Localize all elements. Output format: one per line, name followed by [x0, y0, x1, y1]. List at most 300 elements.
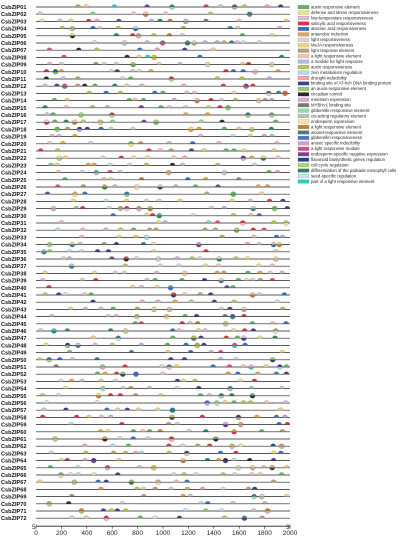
cis-element-mark — [222, 127, 227, 129]
axis-tick-label: 200 — [55, 530, 67, 538]
cis-element-mark — [280, 199, 285, 201]
cis-element-mark — [271, 149, 276, 151]
cis-element-mark — [164, 317, 169, 319]
cis-element-mark — [217, 257, 222, 259]
legend-entry: seed-specific regulation — [311, 173, 357, 179]
cis-element-mark — [205, 113, 210, 115]
cis-element-mark — [274, 415, 279, 417]
cis-element-mark — [79, 379, 84, 381]
legend-swatch — [298, 109, 309, 113]
cis-element-mark — [82, 293, 87, 295]
cis-element-mark — [75, 465, 80, 467]
cis-element-mark — [280, 307, 285, 309]
cis-element-mark — [202, 228, 207, 230]
cis-element-mark — [266, 93, 271, 95]
cis-element-mark — [133, 29, 138, 31]
cis-element-mark — [269, 113, 274, 115]
cis-element-mark — [47, 504, 52, 506]
cis-element-mark — [160, 372, 165, 374]
cis-element-mark — [40, 278, 45, 280]
cis-element-mark — [221, 84, 226, 86]
cis-element-mark — [192, 43, 197, 45]
cis-element-mark — [215, 77, 220, 79]
cis-element-mark — [176, 329, 181, 331]
cis-element-mark — [150, 213, 155, 215]
cis-element-mark — [42, 271, 47, 273]
legend-swatch — [298, 22, 309, 26]
cis-element-mark — [70, 357, 75, 359]
cis-element-mark — [104, 480, 109, 482]
axis-tick-label: 0 — [34, 530, 38, 538]
cis-element-mark — [141, 242, 146, 244]
cis-element-mark — [166, 141, 171, 143]
cis-element-mark — [158, 429, 163, 431]
cis-element-mark — [197, 257, 202, 259]
cis-element-mark — [217, 105, 222, 107]
cis-element-mark — [273, 257, 278, 259]
cis-element-mark — [181, 494, 186, 496]
cis-element-mark — [72, 480, 77, 482]
cis-element-mark — [261, 158, 266, 160]
cis-element-mark — [198, 501, 203, 503]
gene-label: CsbZIP02 — [1, 12, 27, 19]
cis-element-mark — [242, 516, 247, 518]
legend-entry: an auxin-responsive element — [311, 86, 366, 92]
cis-element-mark — [80, 170, 85, 172]
cis-element-mark — [141, 98, 146, 100]
legend-swatch — [298, 27, 309, 31]
cis-element-mark — [169, 487, 174, 489]
cis-element-mark — [271, 221, 276, 223]
cis-element-mark — [180, 321, 185, 323]
cis-element-mark — [167, 367, 172, 369]
cis-element-mark — [258, 278, 263, 280]
cis-element-mark — [69, 494, 74, 496]
legend-swatch — [298, 163, 309, 167]
cis-element-mark — [231, 213, 236, 215]
cis-element-mark — [230, 314, 235, 316]
cis-element-mark — [203, 19, 208, 21]
cis-element-mark — [227, 307, 232, 309]
cis-element-mark — [114, 33, 119, 35]
cis-element-mark — [43, 293, 48, 295]
gene-label: CsbZIP39 — [1, 278, 27, 285]
gene-label: CsbZIP24 — [1, 170, 27, 177]
cis-element-mark — [260, 516, 265, 518]
cis-element-mark — [182, 357, 187, 359]
cis-element-mark — [79, 511, 84, 513]
cis-element-mark — [252, 487, 257, 489]
cis-element-mark — [269, 62, 274, 64]
cis-element-mark — [203, 41, 208, 43]
cis-element-mark — [208, 98, 213, 100]
gene-label: CsbZIP66 — [1, 473, 27, 479]
cis-element-mark — [167, 33, 172, 35]
cis-element-mark — [128, 77, 133, 79]
cis-element-mark — [137, 465, 142, 467]
cis-element-mark — [40, 415, 45, 417]
cis-element-mark — [144, 163, 149, 165]
cis-element-mark — [100, 367, 105, 369]
cis-element-mark — [70, 242, 75, 244]
cis-element-mark — [163, 221, 168, 223]
cis-element-mark — [95, 401, 100, 403]
cis-element-mark — [124, 199, 129, 201]
cis-element-mark — [143, 12, 148, 14]
cis-element-mark — [169, 415, 174, 417]
cis-element-mark — [188, 129, 193, 131]
cis-element-mark — [215, 221, 220, 223]
cis-element-mark — [253, 69, 258, 71]
cis-element-mark — [144, 199, 149, 201]
cis-element-mark — [166, 170, 171, 172]
cis-element-mark — [100, 386, 105, 388]
cis-element-mark — [243, 86, 248, 88]
cis-element-mark — [235, 26, 240, 28]
cis-element-mark — [74, 415, 79, 417]
cis-element-mark — [141, 120, 146, 122]
cis-element-mark — [123, 331, 128, 333]
legend-entry: MYBHv1 binding site — [311, 102, 351, 108]
legend-entry: meristem expression — [311, 97, 351, 103]
five-prime-end-label: 5' — [32, 524, 37, 532]
cis-element-mark — [168, 285, 173, 287]
cis-element-mark — [151, 468, 156, 470]
cis-element-mark — [219, 509, 224, 511]
cis-element-mark — [205, 65, 210, 67]
cis-element-mark — [222, 206, 227, 208]
cis-element-mark — [68, 19, 73, 21]
cis-element-mark — [59, 62, 64, 64]
cis-element-mark — [92, 343, 97, 345]
cis-element-mark — [109, 115, 114, 117]
cis-element-mark — [235, 41, 240, 43]
axis-tick-label: 800 — [132, 530, 144, 538]
cis-element-mark — [221, 41, 226, 43]
cis-element-mark — [231, 300, 236, 302]
legend-entry: abscisic acid responsiveness — [311, 26, 367, 32]
gene-label: CsbZIP47 — [1, 336, 27, 343]
cis-element-mark — [116, 338, 121, 340]
cis-element-mark — [171, 293, 176, 295]
cis-element-mark — [170, 336, 175, 338]
cis-element-mark — [101, 177, 106, 179]
cis-element-mark — [120, 501, 125, 503]
axis-tick-label: 1200 — [181, 530, 196, 538]
cis-element-mark — [224, 149, 229, 151]
cis-element-mark — [152, 91, 157, 93]
cis-element-mark — [224, 285, 229, 287]
cis-element-mark — [230, 285, 235, 287]
cis-element-mark — [259, 494, 264, 496]
cis-element-mark — [277, 26, 282, 28]
cis-element-mark — [83, 307, 88, 309]
cis-element-mark — [112, 84, 117, 86]
cis-element-mark — [219, 235, 224, 237]
cis-element-mark — [248, 199, 253, 201]
cis-element-mark — [54, 163, 59, 165]
gene-label: CsbZIP61 — [1, 437, 27, 443]
cis-element-mark — [273, 331, 278, 333]
cis-element-mark — [145, 156, 150, 158]
legend-entry: anoxic specific inducibility — [311, 140, 360, 146]
cis-element-mark — [228, 389, 233, 391]
cis-element-mark — [211, 48, 216, 50]
cis-element-mark — [139, 321, 144, 323]
cis-element-mark — [252, 497, 257, 499]
cis-element-mark — [129, 480, 134, 482]
cis-element-mark — [168, 357, 173, 359]
cis-element-mark — [276, 91, 281, 93]
cis-element-mark — [251, 235, 256, 237]
cis-element-mark — [47, 357, 52, 359]
cis-element-mark — [77, 127, 82, 129]
cis-element-mark — [232, 345, 237, 347]
legend-swatch — [298, 38, 309, 42]
cis-element-mark — [156, 482, 161, 484]
cis-element-mark — [270, 264, 275, 266]
gene-label: CsbZIP58 — [1, 415, 27, 422]
cis-element-mark — [92, 271, 97, 273]
cis-element-mark — [72, 192, 77, 194]
cis-element-mark — [114, 314, 119, 316]
cis-element-mark — [172, 98, 177, 100]
cis-element-mark — [256, 98, 261, 100]
cis-element-mark — [222, 401, 227, 403]
cis-element-mark — [163, 12, 168, 14]
cis-element-mark — [98, 120, 103, 122]
legend-swatch — [298, 60, 309, 64]
cis-element-mark — [139, 84, 144, 86]
cis-element-mark — [41, 252, 46, 254]
cis-element-mark — [97, 26, 102, 28]
axis-tick-label: 1400 — [206, 530, 222, 538]
cis-element-mark — [118, 91, 123, 93]
cis-element-mark — [101, 62, 106, 64]
cis-element-mark — [55, 127, 60, 129]
cis-element-mark — [70, 26, 75, 28]
cis-element-mark — [205, 403, 210, 405]
gene-label: CsbZIP05 — [1, 33, 27, 40]
cis-element-mark — [215, 163, 220, 165]
cis-element-mark — [174, 480, 179, 482]
cis-element-mark — [191, 338, 196, 340]
cis-element-mark — [273, 120, 278, 122]
cis-element-mark — [59, 69, 64, 71]
cis-element-mark — [231, 401, 236, 403]
cis-element-mark — [67, 249, 72, 251]
cis-element-mark — [44, 122, 49, 124]
legend-entry: differentiation of the palisade mesophyll cells — [311, 167, 397, 173]
cis-element-mark — [47, 242, 52, 244]
cis-element-mark — [265, 511, 270, 513]
legend-swatch — [298, 33, 309, 37]
cis-element-mark — [164, 314, 169, 316]
cis-element-mark — [248, 134, 253, 136]
cis-element-mark — [49, 134, 54, 136]
cis-element-mark — [242, 518, 247, 520]
cis-element-mark — [131, 228, 136, 230]
cis-element-mark — [51, 209, 56, 211]
gene-label: CsbZIP11 — [1, 77, 27, 83]
cis-element-mark — [219, 278, 224, 280]
legend-swatch — [298, 152, 309, 156]
cis-element-mark — [70, 245, 75, 247]
cis-element-mark — [284, 365, 289, 367]
cis-element-mark — [219, 98, 224, 100]
cis-element-mark — [71, 199, 76, 201]
cis-element-mark — [250, 295, 255, 297]
cis-element-mark — [258, 473, 263, 475]
cis-element-mark — [280, 429, 285, 431]
gene-label: CsbZIP54 — [1, 386, 27, 393]
cis-element-mark — [218, 350, 223, 352]
cis-element-mark — [155, 48, 160, 50]
cis-element-mark — [168, 288, 173, 290]
cis-element-mark — [184, 480, 189, 482]
cis-element-mark — [93, 62, 98, 64]
cis-element-mark — [139, 177, 144, 179]
cis-element-mark — [187, 494, 192, 496]
cis-element-mark — [47, 249, 52, 251]
cis-element-mark — [154, 120, 159, 122]
cis-element-mark — [223, 458, 228, 460]
cis-element-mark — [88, 141, 93, 143]
cis-element-mark — [169, 7, 174, 9]
cis-element-mark — [181, 379, 186, 381]
cis-element-mark — [275, 170, 280, 172]
cis-element-mark — [223, 461, 228, 463]
cis-element-mark — [277, 365, 282, 367]
cis-element-mark — [232, 7, 237, 9]
cis-element-mark — [120, 374, 125, 376]
gene-label: CsbZIP19 — [1, 134, 27, 141]
cis-element-mark — [96, 393, 101, 395]
cis-element-mark — [131, 437, 136, 439]
cis-element-mark — [194, 101, 199, 103]
cis-element-mark — [250, 321, 255, 323]
cis-element-mark — [213, 439, 218, 441]
cis-element-mark — [124, 55, 129, 57]
cis-element-mark — [266, 91, 271, 93]
cis-element-mark — [75, 345, 80, 347]
cis-element-mark — [259, 429, 264, 431]
cis-element-mark — [81, 185, 86, 187]
cis-element-mark — [148, 209, 153, 211]
cis-element-mark — [134, 257, 139, 259]
gene-label: CsbZIP55 — [1, 393, 27, 400]
cis-element-mark — [108, 127, 113, 129]
cis-element-mark — [55, 228, 60, 230]
cis-element-mark — [184, 91, 189, 93]
cis-element-mark — [249, 129, 254, 131]
cis-element-mark — [209, 350, 214, 352]
cis-element-mark — [104, 408, 109, 410]
cis-element-mark — [110, 343, 115, 345]
gene-label: CsbZIP26 — [1, 185, 27, 191]
cis-element-mark — [66, 501, 71, 503]
cis-element-mark — [65, 127, 70, 129]
cis-element-mark — [69, 264, 74, 266]
legend-entry: light responsiveness — [311, 37, 350, 43]
cis-element-mark — [241, 336, 246, 338]
cis-element-mark — [41, 408, 46, 410]
cis-element-mark — [183, 509, 188, 511]
cis-element-mark — [198, 336, 203, 338]
cis-element-mark — [57, 156, 62, 158]
cis-element-mark — [185, 177, 190, 179]
cis-element-mark — [61, 77, 66, 79]
cis-element-mark — [124, 192, 129, 194]
cis-element-mark — [158, 264, 163, 266]
cis-element-mark — [105, 105, 110, 107]
cis-element-mark — [223, 425, 228, 427]
cis-element-mark — [153, 487, 158, 489]
cis-element-mark — [141, 494, 146, 496]
cis-element-mark — [193, 185, 198, 187]
legend-entry: a light responsive module — [311, 146, 360, 152]
cis-element-mark — [249, 367, 254, 369]
cis-element-mark — [144, 235, 149, 237]
cis-element-mark — [212, 300, 217, 302]
gene-label: CsbZIP28 — [1, 199, 27, 206]
cis-element-mark — [167, 105, 172, 107]
cis-element-mark — [63, 156, 68, 158]
gene-label: CsbZIP04 — [1, 26, 27, 33]
cis-element-mark — [128, 141, 133, 143]
cis-element-mark — [222, 314, 227, 316]
cis-element-mark — [72, 122, 77, 124]
cis-element-mark — [271, 444, 276, 446]
cis-element-mark — [177, 516, 182, 518]
cis-element-mark — [219, 120, 224, 122]
cis-element-mark — [52, 120, 57, 122]
cis-element-mark — [224, 336, 229, 338]
axis-tick-label: 400 — [81, 530, 93, 538]
cis-element-mark — [119, 422, 124, 424]
cis-element-mark — [225, 105, 230, 107]
cis-element-mark — [219, 393, 224, 395]
gene-label: CsbZIP65 — [1, 465, 27, 472]
cis-element-mark — [271, 480, 276, 482]
cis-element-mark — [64, 105, 69, 107]
cis-element-mark — [67, 350, 72, 352]
cis-element-mark — [265, 185, 270, 187]
cis-element-mark — [236, 417, 241, 419]
cis-element-mark — [249, 386, 254, 388]
legend-entry: salicylic acid responsiveness — [311, 20, 366, 26]
cis-element-mark — [75, 84, 80, 86]
cis-element-mark — [222, 173, 227, 175]
cis-element-mark — [126, 444, 131, 446]
legend-entry: circadian control — [311, 91, 343, 97]
cis-element-mark — [133, 372, 138, 374]
cis-element-mark — [167, 365, 172, 367]
legend-entry: low-temperature responsiveness — [311, 15, 374, 21]
cis-element-mark — [273, 249, 278, 251]
cis-element-mark — [270, 465, 275, 467]
cis-element-mark — [94, 19, 99, 21]
cis-element-mark — [158, 149, 163, 151]
cis-element-mark — [63, 293, 68, 295]
legend-swatch — [298, 93, 309, 97]
cis-element-mark — [130, 285, 135, 287]
cis-element-mark — [179, 278, 184, 280]
gene-label: CsbZIP50 — [1, 357, 27, 364]
gene-label: CsbZIP21 — [1, 149, 27, 155]
cis-element-mark — [158, 105, 163, 107]
cis-element-mark — [48, 163, 53, 165]
